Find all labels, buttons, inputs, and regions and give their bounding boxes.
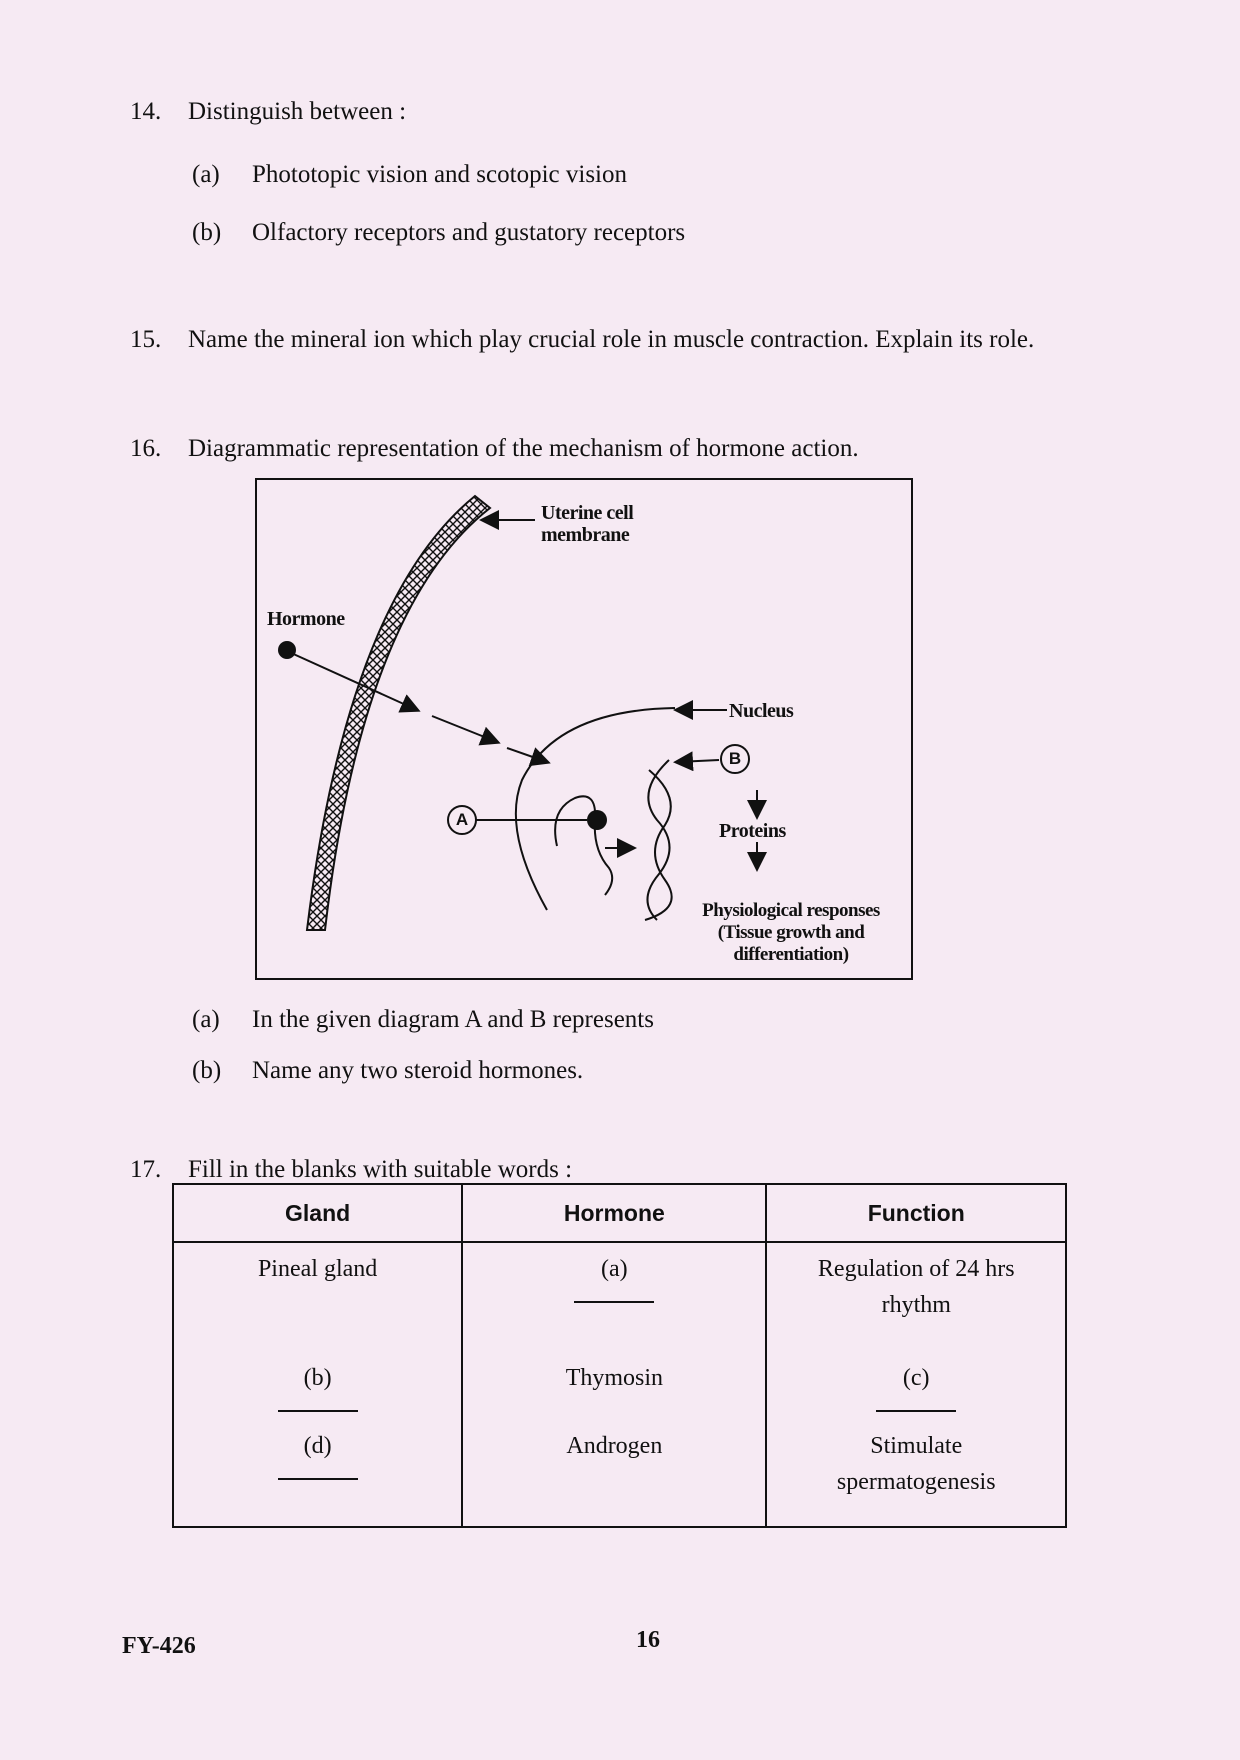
- dna-strand-2: [647, 760, 669, 920]
- hormone-dot: [278, 641, 296, 659]
- question-14a: [192, 160, 627, 190]
- cell-membrane: [307, 496, 490, 930]
- blank-a: (a): [574, 1251, 654, 1303]
- function-line2: rhythm: [881, 1292, 951, 1318]
- hormone-action-diagram: [255, 478, 913, 980]
- header-gland: Gland: [173, 1184, 462, 1242]
- marker-b: B: [720, 744, 750, 774]
- question-15: [130, 325, 1034, 355]
- cell-function: [766, 1242, 1066, 1352]
- part-text: In the given diagram A and B represents: [252, 1006, 654, 1033]
- hormone-label: Hormone: [267, 608, 345, 630]
- question-number: 17.: [130, 1156, 162, 1183]
- part-label: (b): [192, 219, 222, 246]
- page-number: 16: [636, 1627, 660, 1653]
- cell-hormone: Thymosin: [462, 1352, 766, 1420]
- table-row: [173, 1242, 1066, 1352]
- part-label: (b): [192, 1057, 222, 1084]
- responses-label: [681, 900, 901, 966]
- question-14: [130, 97, 406, 127]
- question-number: 15.: [130, 326, 162, 353]
- responses-line3: differentiation): [733, 944, 849, 965]
- function-line1: Stimulate: [870, 1433, 963, 1459]
- table-header-row: [173, 1184, 1066, 1242]
- membrane-label-line2: membrane: [541, 524, 630, 546]
- part-text: Name any two steroid hormones.: [252, 1057, 584, 1084]
- question-number: 16.: [130, 435, 162, 462]
- membrane-label: [541, 502, 633, 546]
- question-number: 14.: [130, 98, 162, 125]
- question-16a: [192, 1005, 654, 1035]
- question-16b: [192, 1056, 583, 1086]
- blank-b: (b): [278, 1360, 358, 1412]
- part-label: (a): [192, 1006, 220, 1033]
- question-14b: [192, 218, 685, 248]
- table-row: [173, 1420, 1066, 1527]
- cell-hormone: Androgen: [462, 1420, 766, 1527]
- hormone-receptor-complex: [587, 810, 607, 830]
- cell-function: [766, 1420, 1066, 1527]
- question-16: [130, 434, 859, 464]
- cell-gland: Pineal gland: [173, 1242, 462, 1352]
- part-text: Phototopic vision and scotopic vision: [252, 161, 627, 188]
- blank-c: (c): [876, 1360, 956, 1412]
- part-label: (a): [192, 161, 220, 188]
- header-hormone: Hormone: [462, 1184, 766, 1242]
- cell-function: [766, 1352, 1066, 1420]
- receptor-squiggle: [555, 796, 612, 895]
- membrane-label-line1: Uterine cell: [541, 502, 634, 524]
- function-line1: Regulation of 24 hrs: [817, 1256, 1015, 1282]
- proteins-label: Proteins: [719, 820, 786, 842]
- table-row: [173, 1352, 1066, 1420]
- question-17: [130, 1155, 572, 1185]
- marker-b-pointer: [677, 760, 719, 762]
- hormone-path-3: [507, 748, 547, 762]
- question-text: Distinguish between :: [188, 98, 407, 125]
- question-text: Fill in the blanks with suitable words :: [188, 1156, 573, 1183]
- gland-hormone-table: [172, 1183, 1067, 1528]
- paper-code: FY-426: [122, 1633, 196, 1659]
- question-text: Diagrammatic representation of the mechanism of hormone action.: [188, 435, 859, 462]
- cell-hormone: [462, 1242, 766, 1352]
- responses-line2: (Tissue growth and: [717, 922, 865, 943]
- part-text: Olfactory receptors and gustatory receptors: [252, 219, 686, 246]
- cell-gland: [173, 1352, 462, 1420]
- hormone-path-2: [432, 716, 497, 742]
- responses-line1: Physiological responses: [702, 900, 880, 921]
- cell-gland: [173, 1420, 462, 1527]
- header-function: Function: [766, 1184, 1066, 1242]
- question-text: Name the mineral ion which play crucial role in muscle contraction. Explain its role.: [188, 326, 1035, 353]
- blank-d: (d): [278, 1428, 358, 1480]
- function-line2: spermatogenesis: [836, 1469, 996, 1495]
- nucleus-label: Nucleus: [729, 700, 794, 722]
- marker-a: A: [447, 805, 477, 835]
